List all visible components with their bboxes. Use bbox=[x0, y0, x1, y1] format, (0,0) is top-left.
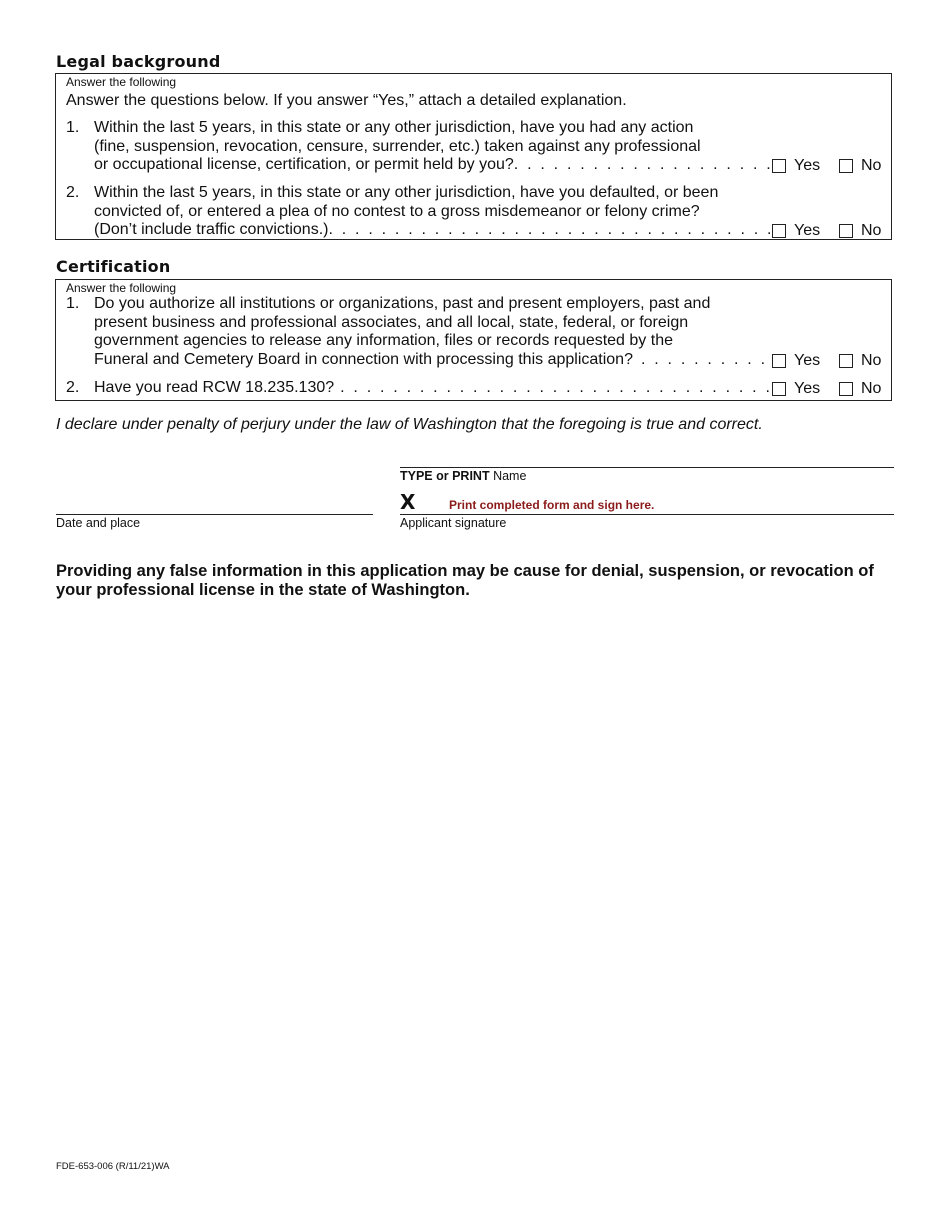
question-number: 2. bbox=[66, 379, 80, 396]
legal-question-1 bbox=[66, 119, 891, 175]
question-text-line: or occupational license, certification, or permit held by you? bbox=[94, 156, 514, 173]
sign-instruction: Print completed form and sign here. bbox=[449, 498, 655, 512]
no-option[interactable] bbox=[839, 352, 885, 371]
legal-intro: Answer the questions below. If you answer “Yes,” attach a detailed explanation. bbox=[66, 92, 627, 109]
legal-background-title: Legal background bbox=[56, 52, 221, 71]
question-number: 1. bbox=[66, 119, 80, 136]
yes-checkbox[interactable] bbox=[772, 159, 786, 173]
applicant-signature-label: Applicant signature bbox=[400, 516, 507, 530]
no-label: No bbox=[861, 351, 882, 369]
yes-label: Yes bbox=[794, 221, 821, 239]
legal-box-caption: Answer the following bbox=[66, 75, 177, 89]
question-text-line: Have you read RCW 18.235.130? bbox=[94, 379, 335, 396]
question-text-line: Do you authorize all institutions or organizations, past and present employers, past and bbox=[94, 295, 711, 312]
certification-box-caption: Answer the following bbox=[66, 281, 177, 295]
yes-no-options bbox=[772, 222, 885, 241]
yes-option[interactable] bbox=[772, 380, 839, 399]
dot-leader bbox=[328, 221, 784, 240]
yes-checkbox[interactable] bbox=[772, 354, 786, 368]
date-place-field[interactable] bbox=[56, 514, 373, 515]
yes-no-options bbox=[772, 157, 885, 176]
no-checkbox[interactable] bbox=[839, 159, 853, 173]
certification-question-2 bbox=[66, 379, 891, 398]
question-text-line: government agencies to release any information, files or records requested by the bbox=[94, 332, 673, 349]
yes-option[interactable] bbox=[772, 222, 839, 241]
name-label-rest: Name bbox=[489, 469, 527, 483]
date-place-label: Date and place bbox=[56, 516, 141, 530]
yes-no-options bbox=[772, 352, 885, 371]
yes-label: Yes bbox=[794, 156, 821, 174]
yes-label: Yes bbox=[794, 351, 821, 369]
question-text-line: convicted of, or entered a plea of no contest to a gross misdemeanor or felony crime? bbox=[94, 202, 700, 220]
yes-label: Yes bbox=[794, 379, 821, 397]
yes-option[interactable] bbox=[772, 352, 839, 371]
question-text-line: Within the last 5 years, in this state or any other jurisdiction, have you had any action bbox=[94, 119, 694, 136]
yes-no-options bbox=[772, 380, 885, 399]
name-label bbox=[400, 469, 526, 483]
question-number: 1. bbox=[66, 295, 80, 312]
question-number: 2. bbox=[66, 184, 80, 201]
certification-title: Certification bbox=[56, 257, 171, 276]
yes-checkbox[interactable] bbox=[772, 382, 786, 396]
yes-option[interactable] bbox=[772, 157, 839, 176]
legal-background-box bbox=[55, 73, 892, 240]
false-information-warning: Providing any false information in this application may be cause for denial, suspension, or revocation of your professional license in the state of Washington. bbox=[56, 562, 874, 599]
name-field[interactable] bbox=[400, 467, 894, 468]
no-label: No bbox=[861, 221, 882, 239]
legal-question-2 bbox=[66, 184, 891, 240]
name-label-bold: TYPE or PRINT bbox=[400, 469, 490, 483]
no-option[interactable] bbox=[839, 157, 885, 176]
question-text-line: Funeral and Cemetery Board in connection with processing this application? bbox=[94, 350, 633, 368]
yes-checkbox[interactable] bbox=[772, 224, 786, 238]
dot-leader bbox=[641, 351, 784, 370]
question-text-line: Within the last 5 years, in this state or any other jurisdiction, have you defaulted, or been bbox=[94, 184, 719, 201]
dot-leader bbox=[514, 156, 784, 175]
signature-x-mark: X bbox=[400, 490, 416, 514]
question-text-line: (Don’t include traffic convictions.) bbox=[94, 221, 329, 238]
no-checkbox[interactable] bbox=[839, 382, 853, 396]
form-number: FDE-653-006 (R/11/21)WA bbox=[56, 1161, 170, 1172]
question-text-line: present business and professional associates, and all local, state, federal, or foreign bbox=[94, 313, 689, 331]
no-option[interactable] bbox=[839, 380, 885, 399]
question-text-line: (fine, suspension, revocation, censure, surrender, etc.) taken against any professional bbox=[94, 137, 701, 155]
no-checkbox[interactable] bbox=[839, 224, 853, 238]
no-option[interactable] bbox=[839, 222, 885, 241]
certification-question-1 bbox=[66, 295, 891, 370]
perjury-declaration: I declare under penalty of perjury under the law of Washington that the foregoing is true and correct. bbox=[56, 416, 763, 433]
applicant-signature-field[interactable] bbox=[400, 514, 894, 515]
dot-leader bbox=[340, 379, 784, 398]
no-label: No bbox=[861, 156, 882, 174]
certification-box bbox=[55, 279, 892, 401]
no-label: No bbox=[861, 379, 882, 397]
no-checkbox[interactable] bbox=[839, 354, 853, 368]
